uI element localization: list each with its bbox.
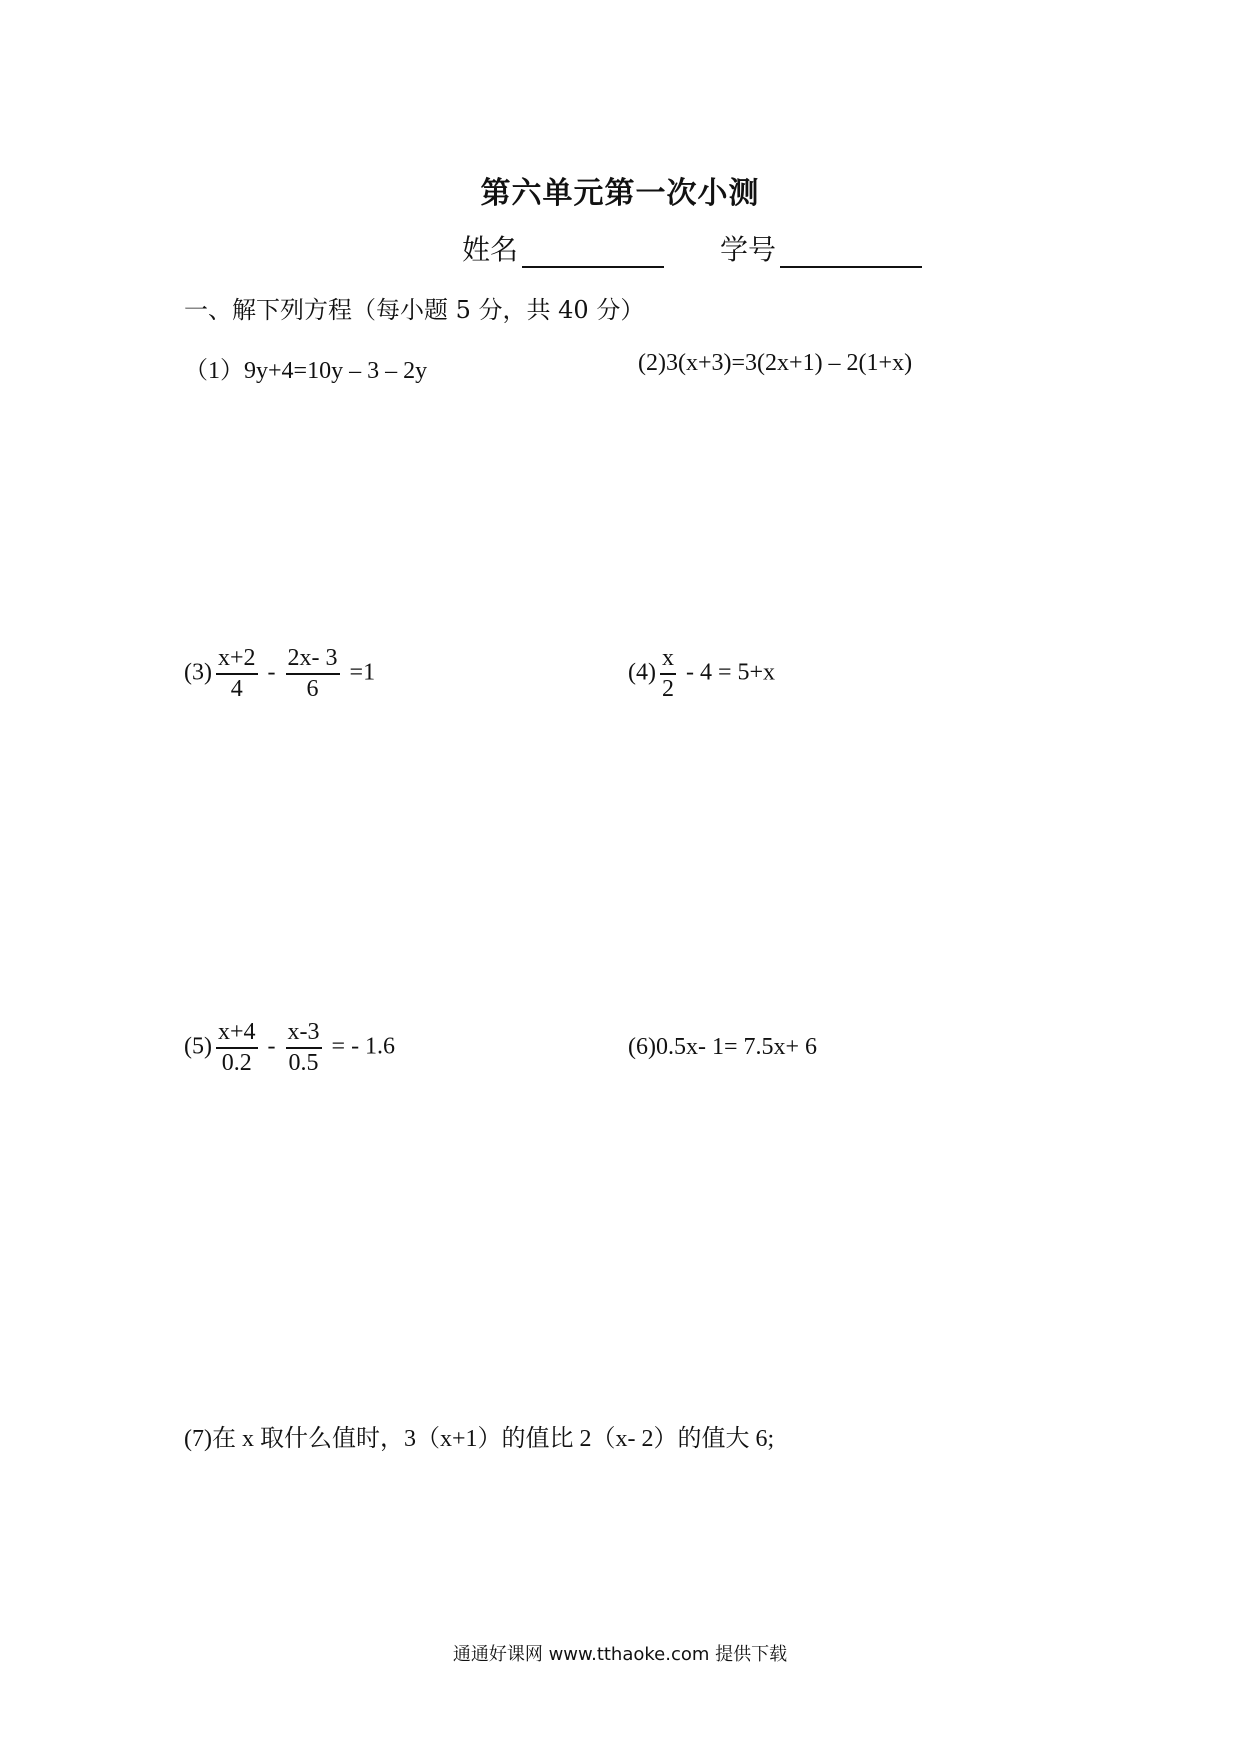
question-3-fraction-2-denominator: 6: [306, 676, 319, 703]
name-blank[interactable]: [522, 236, 664, 268]
page-title: 第六单元第一次小测: [480, 176, 760, 211]
question-5-fraction-1-numerator: x+4: [216, 1020, 258, 1049]
question-5-fraction-1: [216, 1020, 258, 1076]
question-4-fraction: [660, 646, 676, 702]
question-3-prefix: (3): [184, 659, 212, 686]
footer: 通通好课网 www.tthaoke.com 提供下载: [452, 1644, 788, 1665]
question-1: （1）9y+4=10y – 3 – 2y: [184, 358, 428, 384]
question-5-fraction-2: [286, 1020, 322, 1076]
question-3: [184, 646, 375, 702]
question-3-operator: -: [261, 659, 282, 686]
question-4-prefix: (4): [628, 659, 656, 686]
question-3-fraction-1: [216, 646, 258, 702]
question-5-suffix: = - 1.6: [325, 1033, 396, 1060]
question-3-fraction-2: [286, 646, 340, 702]
question-2: (2)3(x+3)=3(2x+1) – 2(1+x): [638, 350, 913, 376]
question-5-prefix: (5): [184, 1033, 212, 1060]
student-id-field: [720, 228, 922, 268]
question-3-fraction-1-denominator: 4: [230, 676, 243, 703]
question-3-fraction-1-numerator: x+2: [216, 646, 258, 675]
student-id-blank[interactable]: [780, 236, 922, 268]
question-4-fraction-numerator: x: [660, 646, 676, 675]
name-field: [462, 228, 664, 268]
section-heading: 一、解下列方程（每小题 5 分，共 40 分）: [184, 296, 645, 324]
question-4: [628, 646, 775, 702]
question-7: (7)在 x 取什么值时，3（x+1）的值比 2（x- 2）的值大 6;: [184, 1426, 775, 1452]
question-5-operator: -: [261, 1033, 282, 1060]
question-5-fraction-1-denominator: 0.2: [221, 1050, 252, 1077]
question-3-fraction-2-numerator: 2x- 3: [286, 646, 340, 675]
question-5-fraction-2-denominator: 0.5: [288, 1050, 319, 1077]
student-id-label: 学号: [720, 233, 777, 266]
question-6: (6)0.5x- 1= 7.5x+ 6: [628, 1034, 818, 1060]
question-3-suffix: =1: [343, 659, 376, 686]
question-5: [184, 1020, 395, 1076]
name-label: 姓名: [462, 233, 519, 266]
question-5-fraction-2-numerator: x-3: [286, 1020, 322, 1049]
question-4-suffix: - 4 = 5+x: [679, 659, 776, 686]
question-4-fraction-denominator: 2: [661, 676, 674, 703]
